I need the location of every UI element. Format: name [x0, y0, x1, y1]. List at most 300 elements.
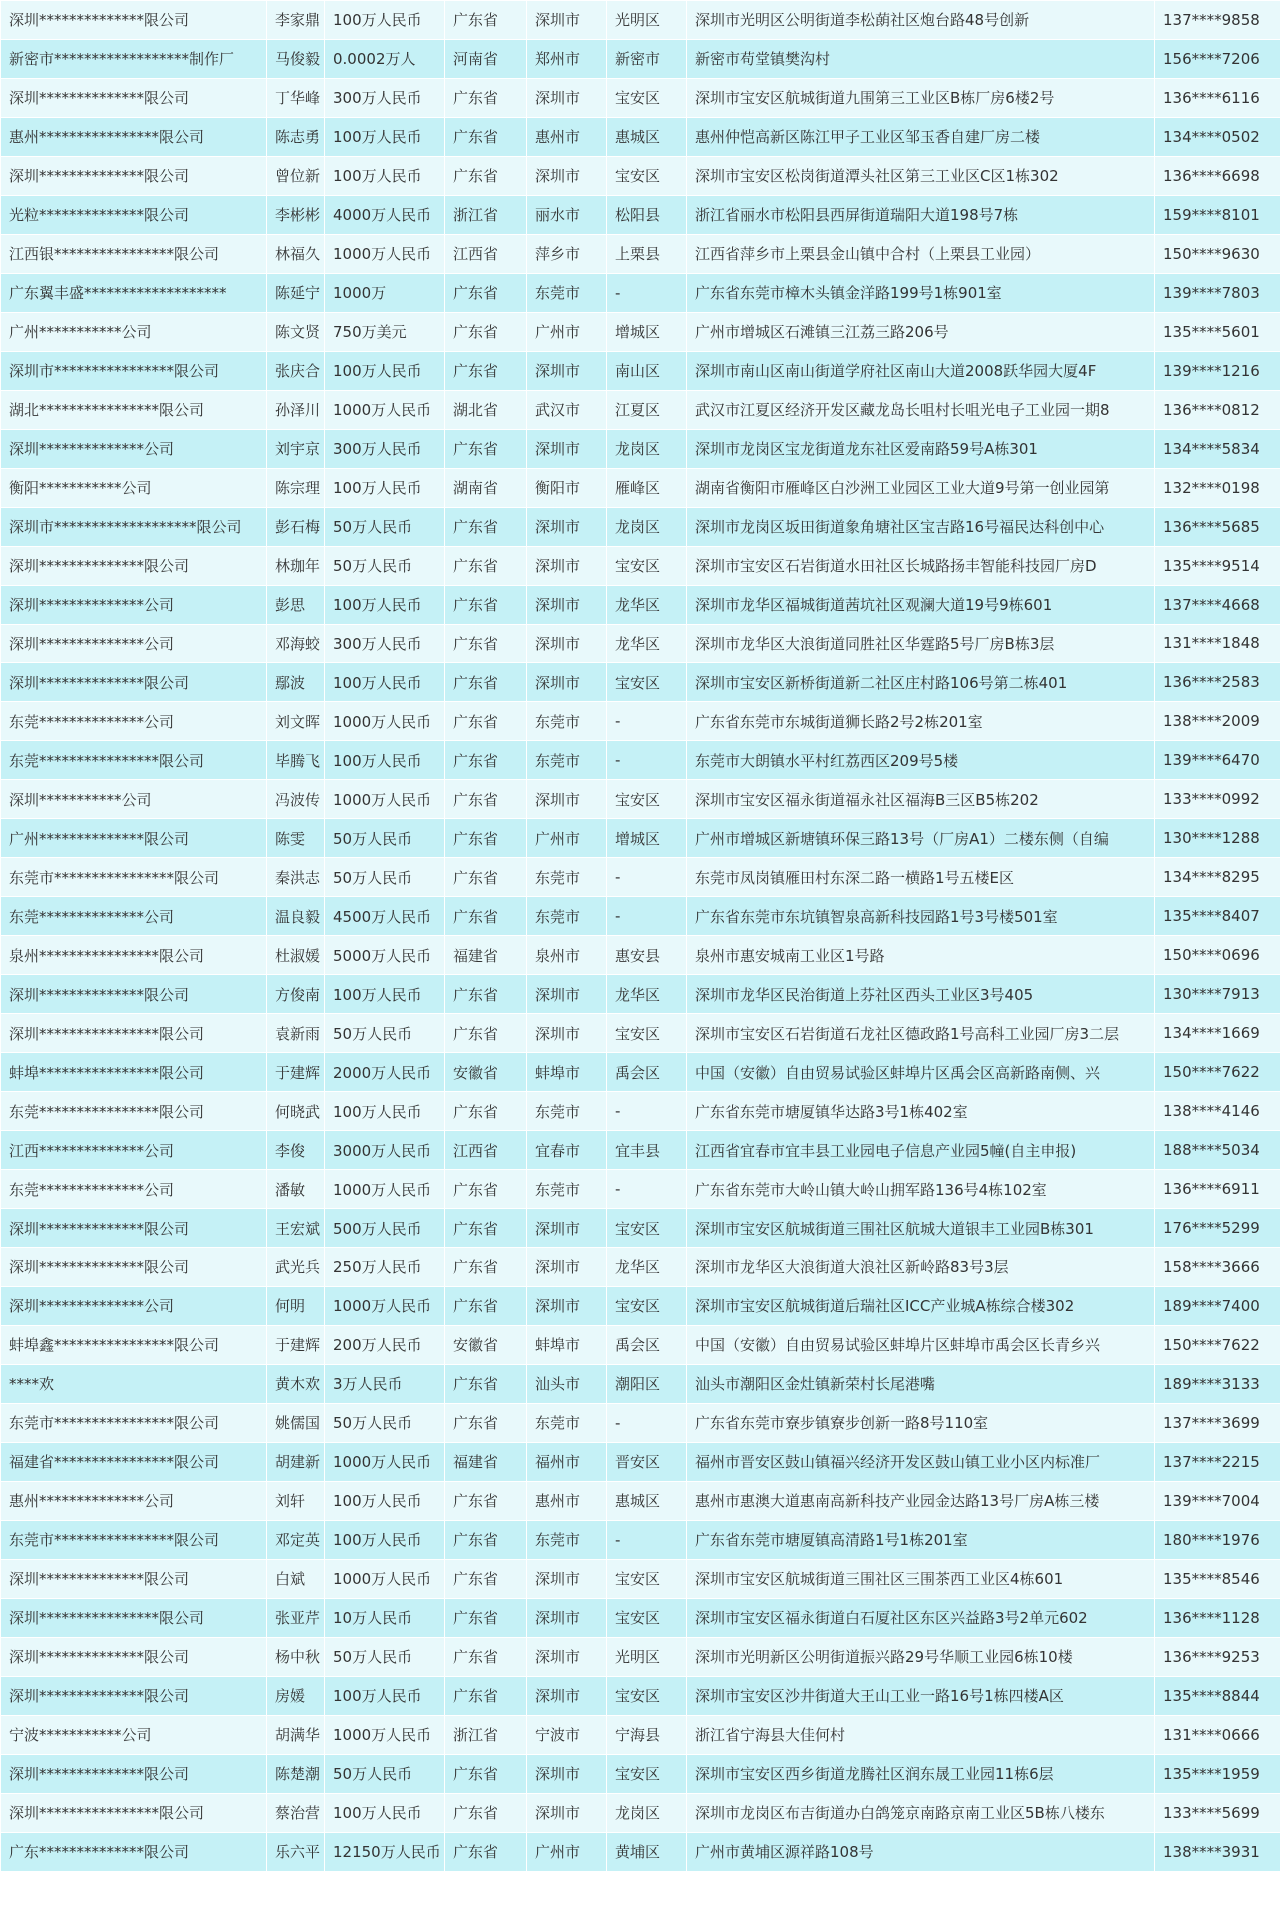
district-cell: 宝安区 — [607, 1286, 687, 1325]
phone-cell: 134****5834 — [1155, 429, 1280, 468]
province-cell: 广东省 — [445, 273, 527, 312]
table-row — [1, 1248, 1280, 1287]
province-cell: 广东省 — [445, 1364, 527, 1403]
city-cell: 深圳市 — [527, 1598, 607, 1637]
table-row — [1, 1053, 1280, 1092]
table-row — [1, 897, 1280, 936]
address-cell: 东莞市大朗镇水平村红荔西区209号5楼 — [687, 741, 1155, 780]
city-cell: 东莞市 — [527, 1170, 607, 1209]
company-name-cell: 东莞市****************限公司 — [1, 1403, 267, 1442]
city-cell: 深圳市 — [527, 1637, 607, 1676]
province-cell: 广东省 — [445, 1559, 527, 1598]
phone-cell: 136****6116 — [1155, 78, 1280, 117]
company-name-cell: 深圳**************限公司 — [1, 1754, 267, 1793]
legal-person-cell: 李家鼎 — [267, 1, 325, 40]
table-row — [1, 1014, 1280, 1053]
company-name-cell: 新密市******************制作厂 — [1, 39, 267, 78]
company-name-cell: 东莞**************公司 — [1, 897, 267, 936]
address-cell: 深圳市龙华区大浪街道大浪社区新岭路83号3层 — [687, 1248, 1155, 1287]
legal-person-cell: 袁新雨 — [267, 1014, 325, 1053]
province-cell: 广东省 — [445, 624, 527, 663]
registered-capital-cell: 100万人民币 — [325, 1092, 445, 1131]
city-cell: 深圳市 — [527, 429, 607, 468]
company-name-cell: 湖北****************限公司 — [1, 390, 267, 429]
city-cell: 深圳市 — [527, 1754, 607, 1793]
company-name-cell: 广东**************限公司 — [1, 1832, 267, 1871]
phone-cell: 150****7622 — [1155, 1325, 1280, 1364]
city-cell: 深圳市 — [527, 975, 607, 1014]
table-row — [1, 78, 1280, 117]
registered-capital-cell: 50万人民币 — [325, 1637, 445, 1676]
province-cell: 江西省 — [445, 1131, 527, 1170]
legal-person-cell: 武光兵 — [267, 1248, 325, 1287]
legal-person-cell: 黄木欢 — [267, 1364, 325, 1403]
city-cell: 汕头市 — [527, 1364, 607, 1403]
table-row — [1, 585, 1280, 624]
legal-person-cell: 丁华峰 — [267, 78, 325, 117]
company-name-cell: 广州**************限公司 — [1, 819, 267, 858]
city-cell: 萍乡市 — [527, 234, 607, 273]
legal-person-cell: 刘文晖 — [267, 702, 325, 741]
city-cell: 深圳市 — [527, 78, 607, 117]
phone-cell: 189****7400 — [1155, 1286, 1280, 1325]
registered-capital-cell: 2000万人民币 — [325, 1053, 445, 1092]
city-cell: 深圳市 — [527, 1793, 607, 1832]
registered-capital-cell: 50万人民币 — [325, 546, 445, 585]
phone-cell: 139****1216 — [1155, 351, 1280, 390]
table-row — [1, 1, 1280, 40]
phone-cell: 134****1669 — [1155, 1014, 1280, 1053]
legal-person-cell: 陈延宁 — [267, 273, 325, 312]
province-cell: 广东省 — [445, 1754, 527, 1793]
city-cell: 深圳市 — [527, 663, 607, 702]
phone-cell: 135****8546 — [1155, 1559, 1280, 1598]
province-cell: 广东省 — [445, 819, 527, 858]
company-name-cell: 广州***********公司 — [1, 312, 267, 351]
legal-person-cell: 马俊毅 — [267, 39, 325, 78]
registered-capital-cell: 4000万人民币 — [325, 195, 445, 234]
registered-capital-cell: 300万人民币 — [325, 78, 445, 117]
table-row — [1, 1715, 1280, 1754]
district-cell: 宝安区 — [607, 663, 687, 702]
table-row — [1, 1131, 1280, 1170]
district-cell: 宜丰县 — [607, 1131, 687, 1170]
phone-cell: 131****0666 — [1155, 1715, 1280, 1754]
phone-cell: 156****7206 — [1155, 39, 1280, 78]
city-cell: 深圳市 — [527, 546, 607, 585]
legal-person-cell: 杜淑媛 — [267, 936, 325, 975]
legal-person-cell: 鄢波 — [267, 663, 325, 702]
company-name-cell: 深圳**************公司 — [1, 585, 267, 624]
registered-capital-cell: 250万人民币 — [325, 1248, 445, 1287]
legal-person-cell: 刘轩 — [267, 1481, 325, 1520]
registered-capital-cell: 300万人民币 — [325, 429, 445, 468]
city-cell: 福州市 — [527, 1442, 607, 1481]
company-name-cell: 东莞市****************限公司 — [1, 1520, 267, 1559]
phone-cell: 136****0812 — [1155, 390, 1280, 429]
city-cell: 郑州市 — [527, 39, 607, 78]
phone-cell: 136****2583 — [1155, 663, 1280, 702]
table-row — [1, 975, 1280, 1014]
district-cell: 光明区 — [607, 1, 687, 40]
table-row — [1, 390, 1280, 429]
city-cell: 蚌埠市 — [527, 1053, 607, 1092]
table-row — [1, 1364, 1280, 1403]
registered-capital-cell: 4500万人民币 — [325, 897, 445, 936]
table-row — [1, 1676, 1280, 1715]
province-cell: 江西省 — [445, 234, 527, 273]
registered-capital-cell: 100万人民币 — [325, 663, 445, 702]
table-row — [1, 1559, 1280, 1598]
district-cell: 宝安区 — [607, 1598, 687, 1637]
company-name-cell: 东莞**************公司 — [1, 702, 267, 741]
city-cell: 东莞市 — [527, 858, 607, 897]
phone-cell: 132****0198 — [1155, 468, 1280, 507]
legal-person-cell: 胡建新 — [267, 1442, 325, 1481]
province-cell: 安徽省 — [445, 1053, 527, 1092]
phone-cell: 134****0502 — [1155, 117, 1280, 156]
district-cell: 宝安区 — [607, 1754, 687, 1793]
province-cell: 广东省 — [445, 507, 527, 546]
table-row — [1, 1403, 1280, 1442]
address-cell: 中国（安徽）自由贸易试验区蚌埠片区蚌埠市禹会区长青乡兴 — [687, 1325, 1155, 1364]
company-name-cell: 惠州**************公司 — [1, 1481, 267, 1520]
district-cell: - — [607, 273, 687, 312]
company-name-cell: 蚌埠****************限公司 — [1, 1053, 267, 1092]
district-cell: - — [607, 897, 687, 936]
table-row — [1, 1793, 1280, 1832]
legal-person-cell: 李俊 — [267, 1131, 325, 1170]
city-cell: 深圳市 — [527, 780, 607, 819]
province-cell: 浙江省 — [445, 195, 527, 234]
province-cell: 广东省 — [445, 585, 527, 624]
table-row — [1, 1598, 1280, 1637]
district-cell: 新密市 — [607, 39, 687, 78]
address-cell: 浙江省丽水市松阳县西屏街道瑞阳大道198号7栋 — [687, 195, 1155, 234]
address-cell: 广州市增城区石滩镇三江荔三路206号 — [687, 312, 1155, 351]
city-cell: 深圳市 — [527, 624, 607, 663]
company-name-cell: 江西银****************限公司 — [1, 234, 267, 273]
city-cell: 蚌埠市 — [527, 1325, 607, 1364]
district-cell: 雁峰区 — [607, 468, 687, 507]
legal-person-cell: 何晓武 — [267, 1092, 325, 1131]
phone-cell: 137****4668 — [1155, 585, 1280, 624]
phone-cell: 130****7913 — [1155, 975, 1280, 1014]
table-row — [1, 39, 1280, 78]
city-cell: 衡阳市 — [527, 468, 607, 507]
district-cell: 晋安区 — [607, 1442, 687, 1481]
legal-person-cell: 林珈年 — [267, 546, 325, 585]
company-name-cell: 深圳市*******************限公司 — [1, 507, 267, 546]
district-cell: 龙华区 — [607, 585, 687, 624]
table-row — [1, 312, 1280, 351]
phone-cell: 139****6470 — [1155, 741, 1280, 780]
district-cell: - — [607, 1520, 687, 1559]
legal-person-cell: 张亚芹 — [267, 1598, 325, 1637]
registered-capital-cell: 50万人民币 — [325, 507, 445, 546]
address-cell: 湖南省衡阳市雁峰区白沙洲工业园区工业大道9号第一创业园第 — [687, 468, 1155, 507]
city-cell: 东莞市 — [527, 897, 607, 936]
district-cell: 龙华区 — [607, 624, 687, 663]
province-cell: 广东省 — [445, 429, 527, 468]
registered-capital-cell: 1000万人民币 — [325, 1170, 445, 1209]
registered-capital-cell: 1000万人民币 — [325, 1559, 445, 1598]
company-name-cell: 泉州****************限公司 — [1, 936, 267, 975]
district-cell: 黄埔区 — [607, 1832, 687, 1871]
registered-capital-cell: 50万人民币 — [325, 1403, 445, 1442]
city-cell: 东莞市 — [527, 1092, 607, 1131]
table-row — [1, 1286, 1280, 1325]
address-cell: 广东省东莞市寮步镇寮步创新一路8号110室 — [687, 1403, 1155, 1442]
legal-person-cell: 林福久 — [267, 234, 325, 273]
company-name-cell: 东莞**************公司 — [1, 1170, 267, 1209]
city-cell: 深圳市 — [527, 585, 607, 624]
phone-cell: 150****7622 — [1155, 1053, 1280, 1092]
phone-cell: 138****4146 — [1155, 1092, 1280, 1131]
company-name-cell: 深圳****************限公司 — [1, 1793, 267, 1832]
province-cell: 广东省 — [445, 1286, 527, 1325]
phone-cell: 139****7803 — [1155, 273, 1280, 312]
province-cell: 广东省 — [445, 1248, 527, 1287]
company-name-cell: 宁波***********公司 — [1, 1715, 267, 1754]
legal-person-cell: 房媛 — [267, 1676, 325, 1715]
phone-cell: 136****5685 — [1155, 507, 1280, 546]
table-row — [1, 1170, 1280, 1209]
phone-cell: 189****3133 — [1155, 1364, 1280, 1403]
province-cell: 广东省 — [445, 702, 527, 741]
legal-person-cell: 方俊南 — [267, 975, 325, 1014]
table-row — [1, 1325, 1280, 1364]
table-row — [1, 468, 1280, 507]
legal-person-cell: 于建辉 — [267, 1053, 325, 1092]
province-cell: 广东省 — [445, 351, 527, 390]
registered-capital-cell: 1000万人民币 — [325, 780, 445, 819]
district-cell: 江夏区 — [607, 390, 687, 429]
district-cell: - — [607, 702, 687, 741]
legal-person-cell: 陈雯 — [267, 819, 325, 858]
registered-capital-cell: 750万美元 — [325, 312, 445, 351]
province-cell: 广东省 — [445, 1170, 527, 1209]
registered-capital-cell: 50万人民币 — [325, 1754, 445, 1793]
province-cell: 湖南省 — [445, 468, 527, 507]
address-cell: 深圳市宝安区航城街道九围第三工业区B栋厂房6楼2号 — [687, 78, 1155, 117]
legal-person-cell: 孙泽川 — [267, 390, 325, 429]
province-cell: 广东省 — [445, 663, 527, 702]
company-name-cell: 深圳**************公司 — [1, 1286, 267, 1325]
registered-capital-cell: 300万人民币 — [325, 624, 445, 663]
district-cell: 龙华区 — [607, 975, 687, 1014]
legal-person-cell: 陈文贤 — [267, 312, 325, 351]
address-cell: 福州市晋安区鼓山镇福兴经济开发区鼓山镇工业小区内标准厂 — [687, 1442, 1155, 1481]
phone-cell: 158****3666 — [1155, 1248, 1280, 1287]
legal-person-cell: 彭石梅 — [267, 507, 325, 546]
company-name-cell: 惠州****************限公司 — [1, 117, 267, 156]
province-cell: 广东省 — [445, 1481, 527, 1520]
address-cell: 深圳市南山区南山街道学府社区南山大道2008跃华园大厦4F — [687, 351, 1155, 390]
province-cell: 广东省 — [445, 1598, 527, 1637]
address-cell: 深圳市龙岗区布吉街道办白鸽笼京南路京南工业区5B栋八楼东 — [687, 1793, 1155, 1832]
registered-capital-cell: 100万人民币 — [325, 351, 445, 390]
registered-capital-cell: 1000万人民币 — [325, 390, 445, 429]
phone-cell: 130****1288 — [1155, 819, 1280, 858]
province-cell: 福建省 — [445, 936, 527, 975]
address-cell: 深圳市宝安区福永街道福永社区福海B三区B5栋202 — [687, 780, 1155, 819]
registered-capital-cell: 100万人民币 — [325, 975, 445, 1014]
province-cell: 广东省 — [445, 1520, 527, 1559]
company-name-cell: 衡阳***********公司 — [1, 468, 267, 507]
table-row — [1, 663, 1280, 702]
company-name-cell: 深圳市****************限公司 — [1, 351, 267, 390]
legal-person-cell: 温良毅 — [267, 897, 325, 936]
table-row — [1, 741, 1280, 780]
address-cell: 深圳市宝安区航城街道三围社区航城大道银丰工业园B栋301 — [687, 1209, 1155, 1248]
legal-person-cell: 胡满华 — [267, 1715, 325, 1754]
table-row — [1, 780, 1280, 819]
address-cell: 广东省东莞市塘厦镇华达路3号1栋402室 — [687, 1092, 1155, 1131]
phone-cell: 150****9630 — [1155, 234, 1280, 273]
city-cell: 东莞市 — [527, 741, 607, 780]
phone-cell: 159****8101 — [1155, 195, 1280, 234]
district-cell: 禹会区 — [607, 1053, 687, 1092]
company-name-cell: 深圳**************限公司 — [1, 546, 267, 585]
legal-person-cell: 邓海蛟 — [267, 624, 325, 663]
registered-capital-cell: 1000万人民币 — [325, 1286, 445, 1325]
registered-capital-cell: 1000万人民币 — [325, 1442, 445, 1481]
province-cell: 广东省 — [445, 117, 527, 156]
registered-capital-cell: 5000万人民币 — [325, 936, 445, 975]
province-cell: 广东省 — [445, 1092, 527, 1131]
city-cell: 惠州市 — [527, 117, 607, 156]
company-name-cell: ****欢 — [1, 1364, 267, 1403]
district-cell: 宝安区 — [607, 780, 687, 819]
address-cell: 惠州仲恺高新区陈江甲子工业区邹玉香自建厂房二楼 — [687, 117, 1155, 156]
registered-capital-cell: 3万人民币 — [325, 1364, 445, 1403]
registered-capital-cell: 1000万人民币 — [325, 1715, 445, 1754]
address-cell: 广东省东莞市大岭山镇大岭山拥军路136号4栋102室 — [687, 1170, 1155, 1209]
address-cell: 深圳市龙华区民治街道上芬社区西头工业区3号405 — [687, 975, 1155, 1014]
district-cell: 上栗县 — [607, 234, 687, 273]
address-cell: 深圳市光明区公明街道李松蓢社区炮台路48号创新 — [687, 1, 1155, 40]
registered-capital-cell: 12150万人民币 — [325, 1832, 445, 1871]
district-cell: 龙岗区 — [607, 1793, 687, 1832]
district-cell: 潮阳区 — [607, 1364, 687, 1403]
legal-person-cell: 白斌 — [267, 1559, 325, 1598]
legal-person-cell: 张庆合 — [267, 351, 325, 390]
address-cell: 深圳市宝安区西乡街道龙腾社区润东晟工业园11栋6层 — [687, 1754, 1155, 1793]
address-cell: 广州市增城区新塘镇环保三路13号（厂房A1）二楼东侧（自编 — [687, 819, 1155, 858]
phone-cell: 135****5601 — [1155, 312, 1280, 351]
company-name-cell: 深圳**************限公司 — [1, 1209, 267, 1248]
district-cell: 南山区 — [607, 351, 687, 390]
registered-capital-cell: 50万人民币 — [325, 819, 445, 858]
table-row — [1, 1520, 1280, 1559]
address-cell: 新密市苟堂镇樊沟村 — [687, 39, 1155, 78]
registered-capital-cell: 100万人民币 — [325, 117, 445, 156]
province-cell: 福建省 — [445, 1442, 527, 1481]
phone-cell: 137****9858 — [1155, 1, 1280, 40]
table-row — [1, 1481, 1280, 1520]
phone-cell: 135****1959 — [1155, 1754, 1280, 1793]
company-name-cell: 深圳**************限公司 — [1, 1559, 267, 1598]
province-cell: 广东省 — [445, 1014, 527, 1053]
legal-person-cell: 邓定英 — [267, 1520, 325, 1559]
province-cell: 广东省 — [445, 156, 527, 195]
table-row — [1, 156, 1280, 195]
address-cell: 深圳市宝安区石岩街道水田社区长城路扬丰智能科技园厂房D — [687, 546, 1155, 585]
table-row — [1, 273, 1280, 312]
address-cell: 中国（安徽）自由贸易试验区蚌埠片区禹会区高新路南侧、兴 — [687, 1053, 1155, 1092]
district-cell: 惠城区 — [607, 1481, 687, 1520]
company-name-cell: 深圳**************限公司 — [1, 1637, 267, 1676]
table-row — [1, 819, 1280, 858]
city-cell: 东莞市 — [527, 702, 607, 741]
city-cell: 深圳市 — [527, 351, 607, 390]
registered-capital-cell: 100万人民币 — [325, 1481, 445, 1520]
company-name-cell: 福建省****************限公司 — [1, 1442, 267, 1481]
registered-capital-cell: 0.0002万人 — [325, 39, 445, 78]
city-cell: 广州市 — [527, 819, 607, 858]
company-name-cell: 深圳**************限公司 — [1, 1, 267, 40]
legal-person-cell: 于建辉 — [267, 1325, 325, 1364]
table-row — [1, 1092, 1280, 1131]
city-cell: 东莞市 — [527, 1403, 607, 1442]
address-cell: 深圳市宝安区沙井街道大王山工业一路16号1栋四楼A区 — [687, 1676, 1155, 1715]
address-cell: 深圳市宝安区石岩街道石龙社区德政路1号高科工业园厂房3二层 — [687, 1014, 1155, 1053]
registered-capital-cell: 50万人民币 — [325, 858, 445, 897]
province-cell: 广东省 — [445, 1637, 527, 1676]
phone-cell: 188****5034 — [1155, 1131, 1280, 1170]
address-cell: 深圳市宝安区航城街道后瑞社区ICC产业城A栋综合楼302 — [687, 1286, 1155, 1325]
city-cell: 深圳市 — [527, 156, 607, 195]
table-row — [1, 624, 1280, 663]
city-cell: 深圳市 — [527, 1286, 607, 1325]
address-cell: 广东省东莞市东城街道狮长路2号2栋201室 — [687, 702, 1155, 741]
phone-cell: 135****9514 — [1155, 546, 1280, 585]
district-cell: - — [607, 858, 687, 897]
province-cell: 安徽省 — [445, 1325, 527, 1364]
legal-person-cell: 曾位新 — [267, 156, 325, 195]
city-cell: 广州市 — [527, 312, 607, 351]
province-cell: 浙江省 — [445, 1715, 527, 1754]
registered-capital-cell: 100万人民币 — [325, 468, 445, 507]
phone-cell: 180****1976 — [1155, 1520, 1280, 1559]
company-name-cell: 光粒**************限公司 — [1, 195, 267, 234]
address-cell: 深圳市龙华区福城街道茜坑社区观澜大道19号9栋601 — [687, 585, 1155, 624]
table-row — [1, 117, 1280, 156]
company-name-cell: 深圳**************限公司 — [1, 1248, 267, 1287]
table-row — [1, 936, 1280, 975]
legal-person-cell: 杨中秋 — [267, 1637, 325, 1676]
phone-cell: 136****1128 — [1155, 1598, 1280, 1637]
city-cell: 深圳市 — [527, 1209, 607, 1248]
legal-person-cell: 冯波传 — [267, 780, 325, 819]
address-cell: 浙江省宁海县大佳何村 — [687, 1715, 1155, 1754]
district-cell: - — [607, 1403, 687, 1442]
city-cell: 丽水市 — [527, 195, 607, 234]
registered-capital-cell: 3000万人民币 — [325, 1131, 445, 1170]
province-cell: 广东省 — [445, 1793, 527, 1832]
phone-cell: 139****7004 — [1155, 1481, 1280, 1520]
registered-capital-cell: 100万人民币 — [325, 741, 445, 780]
city-cell: 惠州市 — [527, 1481, 607, 1520]
company-name-cell: 深圳***********公司 — [1, 780, 267, 819]
legal-person-cell: 王宏斌 — [267, 1209, 325, 1248]
phone-cell: 133****5699 — [1155, 1793, 1280, 1832]
province-cell: 广东省 — [445, 546, 527, 585]
city-cell: 泉州市 — [527, 936, 607, 975]
province-cell: 广东省 — [445, 780, 527, 819]
address-cell: 广东省东莞市樟木头镇金洋路199号1栋901室 — [687, 273, 1155, 312]
